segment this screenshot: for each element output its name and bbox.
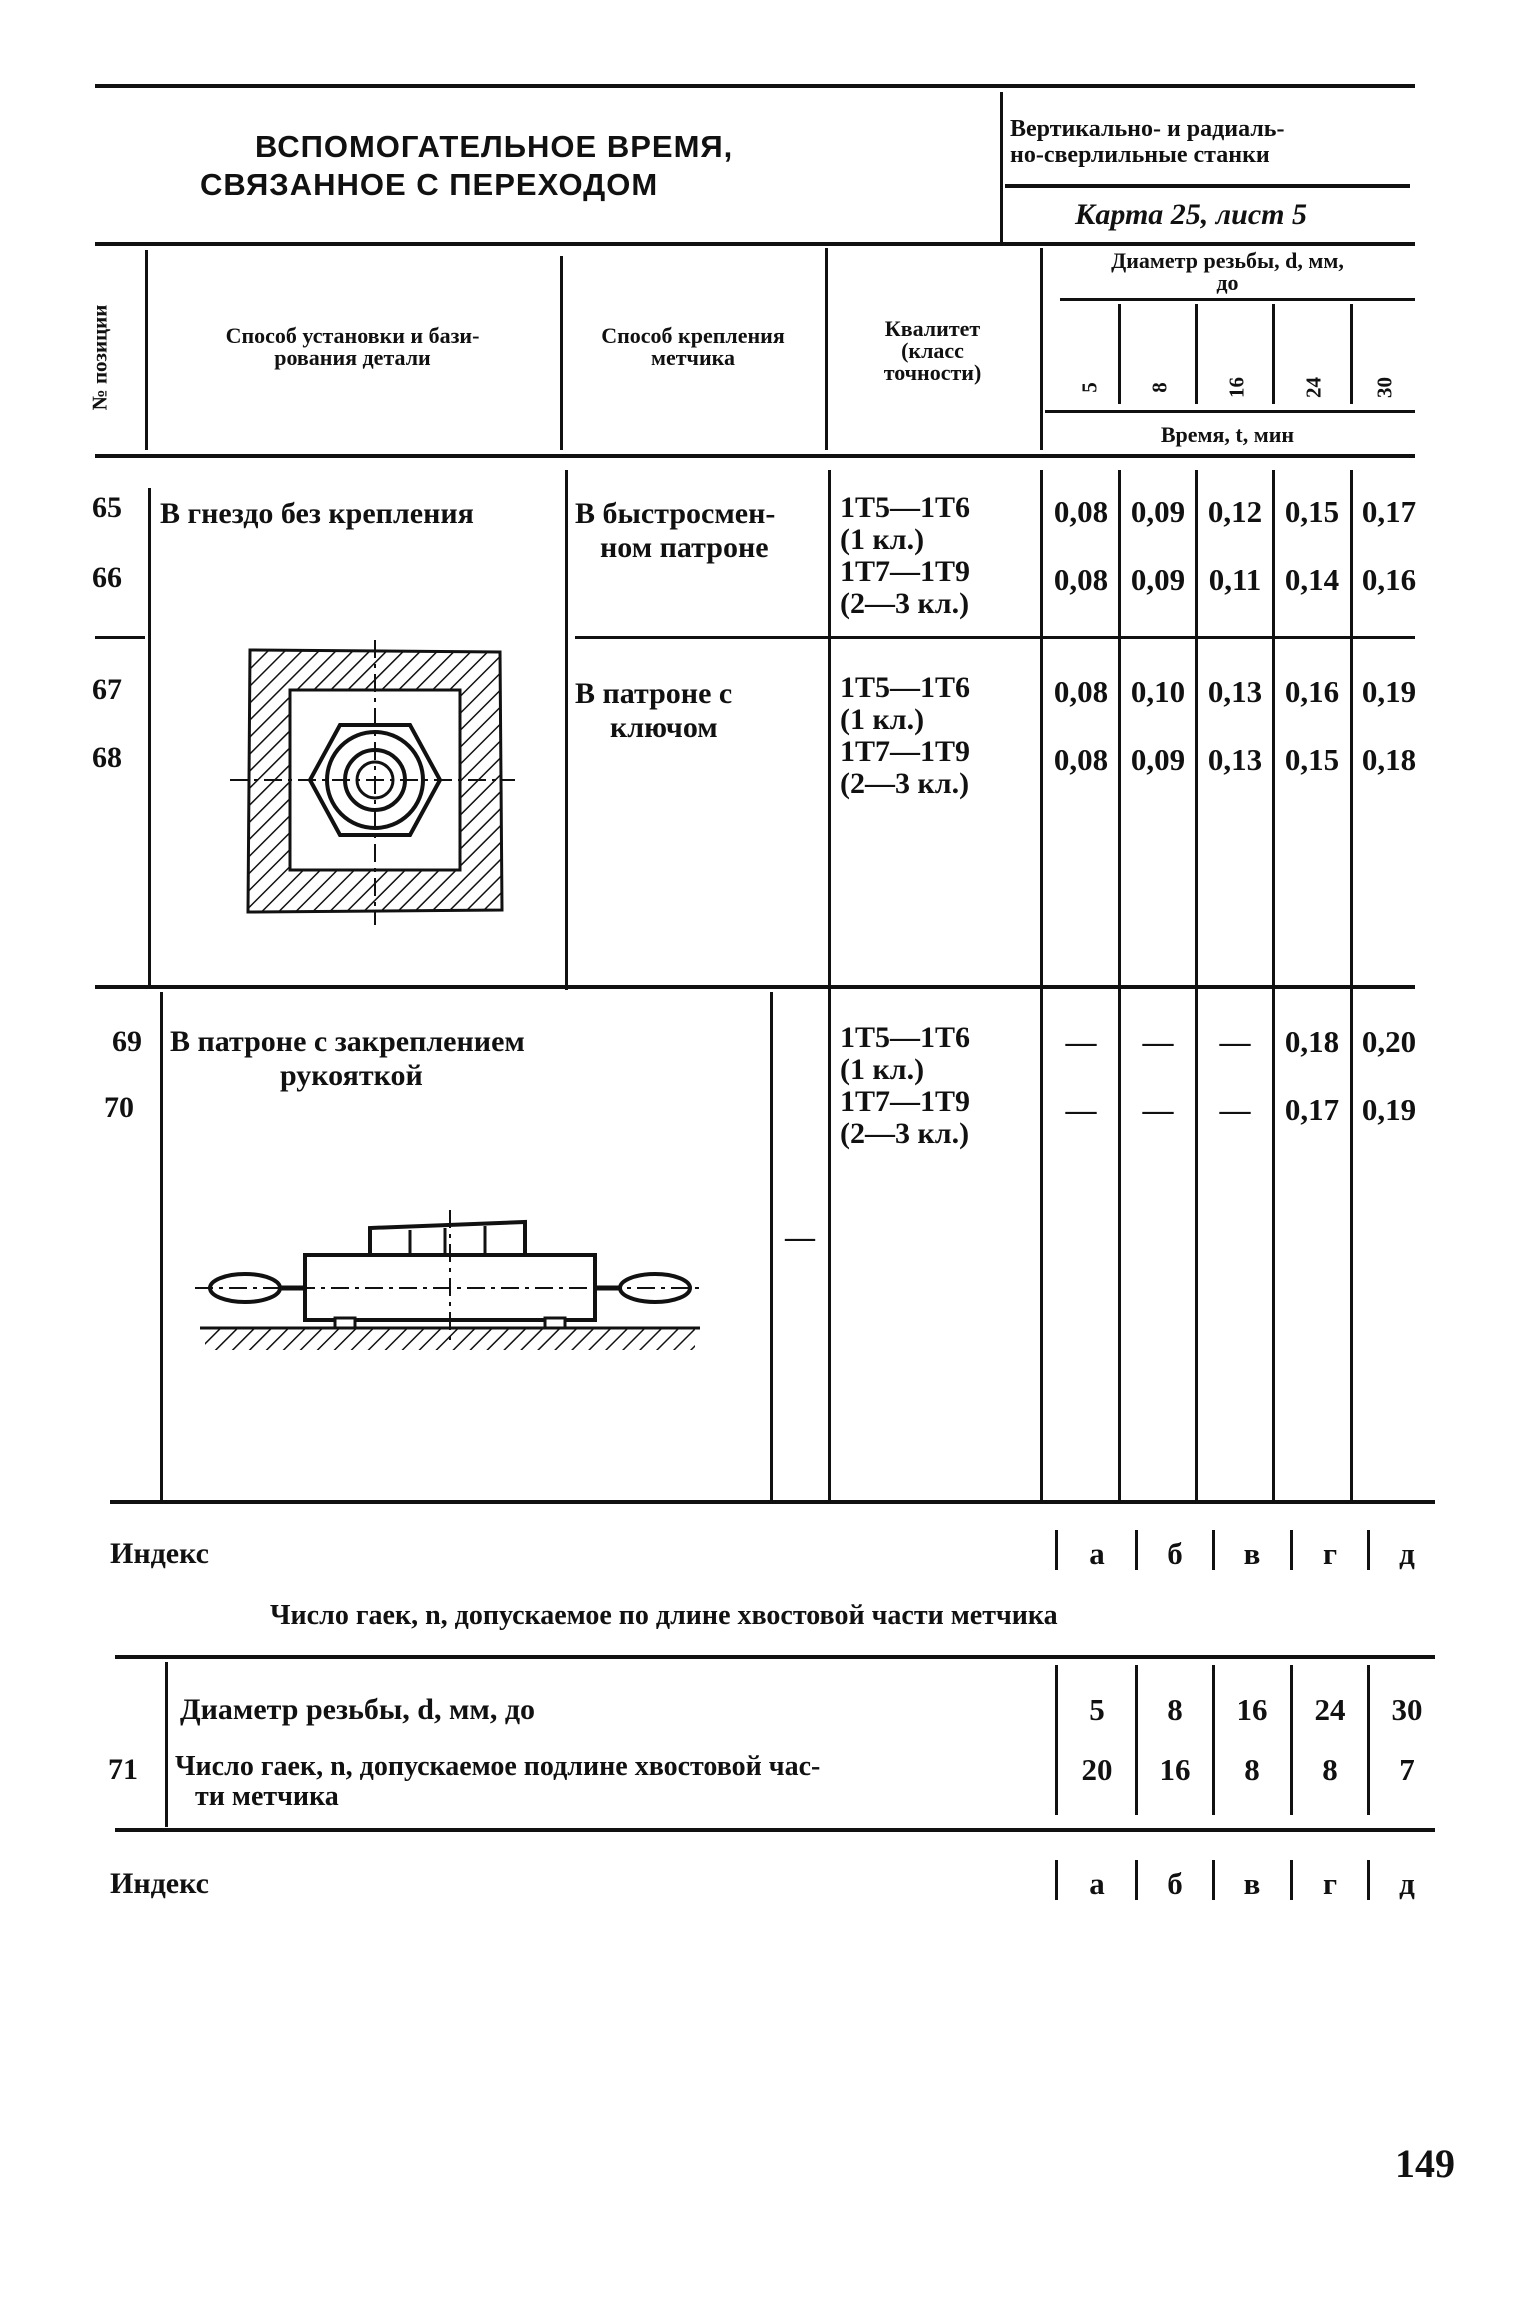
- value-cell: 0,20: [1361, 1024, 1417, 1059]
- col-line: [160, 992, 163, 1502]
- index-sep: [1055, 1860, 1058, 1900]
- page-number: 149: [1395, 2141, 1455, 2186]
- value-cell: 0,16: [1361, 562, 1417, 597]
- table-bottom-rule: [110, 1500, 1435, 1504]
- quality-q3: 1Т7—1Т9: [840, 555, 971, 588]
- header-bottom-rule: [95, 454, 1415, 458]
- value-cell: —: [1065, 1024, 1097, 1059]
- col-line: [1040, 248, 1043, 450]
- value-cell: 0,09: [1130, 562, 1186, 597]
- value-cell: —: [1142, 1024, 1174, 1059]
- nuts-bottom-rule: [115, 1828, 1435, 1832]
- col-line: [1272, 304, 1275, 404]
- value-cell: —: [1065, 1092, 1097, 1127]
- quality-cell: [840, 492, 970, 620]
- col-line: [1195, 304, 1198, 404]
- col-line: [1290, 1665, 1293, 1815]
- value-cell: 0,14: [1284, 562, 1340, 597]
- col-line: [565, 470, 568, 990]
- col-diameter-line2: до: [1216, 270, 1239, 295]
- machines-line1: Вертикально- и радиаль-: [1010, 116, 1285, 142]
- page-title-line1: ВСПОМОГАТЕЛЬНОЕ ВРЕМЯ,: [255, 129, 734, 164]
- socket-nut-figure: [220, 630, 520, 930]
- value-cell: 0,18: [1284, 1024, 1340, 1059]
- col-diameter-line1: Диаметр резьбы, d, мм,: [1111, 248, 1344, 273]
- diameter-30: 30: [1372, 377, 1397, 398]
- index-letter: д: [1399, 1866, 1415, 1901]
- value-cell: —: [1142, 1092, 1174, 1127]
- col-line: [1350, 304, 1353, 404]
- page-title-line2: СВЯЗАННОЕ С ПЕРЕХОДОМ: [200, 167, 659, 202]
- index-letter: в: [1243, 1866, 1261, 1901]
- quality-q2: (1 кл.): [840, 523, 925, 556]
- nuts-diameter: 16: [1236, 1692, 1268, 1727]
- row-pos: 65: [92, 491, 122, 524]
- index-letter: б: [1167, 1866, 1183, 1901]
- value-cell: 0,13: [1207, 742, 1263, 777]
- nuts-diameter: 30: [1391, 1692, 1423, 1727]
- quality-q4: (2—3 кл.): [840, 587, 970, 620]
- col-line: [148, 488, 151, 988]
- index-letter: г: [1322, 1866, 1338, 1901]
- diameter-8: 8: [1147, 382, 1172, 393]
- nuts-diameter: 24: [1314, 1692, 1346, 1727]
- col-position: № позиции: [87, 304, 112, 411]
- value-cell: 0,08: [1053, 562, 1109, 597]
- quality-q2: (1 кл.): [840, 703, 925, 736]
- diameter-5: 5: [1077, 382, 1102, 393]
- nuts-diameter: 5: [1089, 1692, 1105, 1727]
- col-line: [1055, 1665, 1058, 1815]
- index-letter: в: [1243, 1536, 1261, 1571]
- value-cell: 0,15: [1284, 742, 1340, 777]
- nuts-count: 20: [1081, 1752, 1113, 1787]
- group-rule: [95, 985, 1415, 989]
- value-cell: 0,09: [1130, 742, 1186, 777]
- quality-q2: (1 кл.): [840, 1053, 925, 1086]
- nuts-pos: 71: [108, 1753, 138, 1786]
- quality-cell: [840, 672, 970, 800]
- value-cell: 0,08: [1053, 742, 1109, 777]
- index-letter: а: [1089, 1536, 1105, 1571]
- col-quality-line3: точности): [883, 360, 982, 385]
- diameter-16: 16: [1224, 377, 1249, 398]
- machines-line2: но-сверлильные станки: [1010, 142, 1270, 168]
- col-mount-line2: метчика: [651, 345, 735, 370]
- value-cell: 0,10: [1130, 674, 1186, 709]
- chuck-handle-figure: [195, 1200, 705, 1370]
- nuts-count: 7: [1399, 1752, 1415, 1787]
- nuts-top-rule: [115, 1655, 1435, 1659]
- setup-cell-line1: В патроне с закреплением: [170, 1025, 525, 1058]
- quality-cell: [840, 1022, 970, 1150]
- setup-cell: В гнездо без крепления: [160, 497, 474, 530]
- quality-q1: 1Т5—1Т6: [840, 491, 971, 524]
- quality-q4: (2—3 кл.): [840, 767, 970, 800]
- mount-cell-line2: ном патроне: [600, 531, 769, 564]
- nuts-count: 16: [1159, 1752, 1191, 1787]
- diameter-24: 24: [1301, 377, 1326, 398]
- mount-cell-line1: В быстросмен-: [575, 497, 776, 530]
- mount-cell-line1: В патроне с: [575, 677, 733, 710]
- row-pos: 69: [112, 1025, 142, 1058]
- value-cell: 0,19: [1361, 1092, 1417, 1127]
- diameter-rule: [1060, 298, 1415, 301]
- index-letter: а: [1089, 1866, 1105, 1901]
- col-time: Время, t, мин: [1160, 422, 1295, 447]
- value-cell: 0,13: [1207, 674, 1263, 709]
- value-cell: —: [1219, 1024, 1251, 1059]
- value-cell: 0,17: [1284, 1092, 1340, 1127]
- index-letter: б: [1167, 1536, 1183, 1571]
- row-pos: 70: [104, 1091, 134, 1124]
- value-cell: 0,12: [1207, 494, 1263, 529]
- col-quality-line1: Квалитет: [884, 316, 981, 341]
- col-setup-line1: Способ установки и бази-: [225, 323, 480, 348]
- quality-q4: (2—3 кл.): [840, 1117, 970, 1150]
- nuts-count-label-line1: Число гаек, n, допускаемое подлине хвостовой час-: [175, 1751, 821, 1782]
- nuts-diameter: 8: [1167, 1692, 1183, 1727]
- col-line: [1212, 1665, 1215, 1815]
- index-label: Индекс: [110, 1867, 209, 1900]
- setup-cell-line2: рукояткой: [280, 1059, 423, 1092]
- value-cell: 0,08: [1053, 494, 1109, 529]
- col-line: [825, 248, 828, 450]
- header-divider: [1000, 92, 1003, 242]
- row-rule: [95, 636, 145, 639]
- index-sep: [1055, 1530, 1058, 1570]
- col-setup-line2: рования детали: [274, 345, 431, 370]
- nuts-count-label-line2: ти метчика: [195, 1781, 339, 1812]
- mount-cell-dash: —: [785, 1221, 815, 1254]
- index-label: Индекс: [110, 1537, 209, 1570]
- col-mount-line1: Способ крепления: [601, 323, 785, 348]
- row-rule: [575, 636, 1415, 639]
- quality-q1: 1Т5—1Т6: [840, 671, 971, 704]
- nuts-count: 8: [1322, 1752, 1338, 1787]
- row-pos: 67: [92, 673, 122, 706]
- nuts-caption: Число гаек, n, допускаемое по длине хвостовой части метчика: [270, 1600, 1058, 1631]
- value-cell: —: [1219, 1092, 1251, 1127]
- time-rule: [1045, 410, 1415, 413]
- quality-q3: 1Т7—1Т9: [840, 735, 971, 768]
- col-line: [165, 1662, 168, 1827]
- header-top-rule: [95, 242, 1415, 246]
- mount-cell-line2: ключом: [610, 711, 718, 744]
- value-cell: 0,09: [1130, 494, 1186, 529]
- quality-q3: 1Т7—1Т9: [840, 1085, 971, 1118]
- col-line: [770, 992, 773, 1502]
- index-letter: г: [1322, 1536, 1338, 1571]
- value-cell: 0,18: [1361, 742, 1417, 777]
- index-letter: д: [1399, 1536, 1415, 1571]
- value-cell: 0,11: [1208, 562, 1262, 597]
- card-label: Карта 25, лист 5: [1075, 198, 1308, 231]
- value-cell: 0,17: [1361, 494, 1417, 529]
- value-cell: 0,15: [1284, 494, 1340, 529]
- col-line: [145, 250, 148, 450]
- col-line: [1135, 1665, 1138, 1815]
- row-pos: 68: [92, 741, 122, 774]
- col-quality-line2: (класс: [901, 338, 964, 363]
- col-line: [1118, 304, 1121, 404]
- nuts-diameter-label: Диаметр резьбы, d, мм, до: [180, 1693, 536, 1726]
- value-cell: 0,08: [1053, 674, 1109, 709]
- quality-q1: 1Т5—1Т6: [840, 1021, 971, 1054]
- machines-rule: [1005, 184, 1410, 188]
- row-pos: 66: [92, 561, 122, 594]
- value-cell: 0,16: [1284, 674, 1340, 709]
- value-cell: 0,19: [1361, 674, 1417, 709]
- col-line: [1367, 1665, 1370, 1815]
- top-rule: [95, 84, 1415, 88]
- nuts-count: 8: [1244, 1752, 1260, 1787]
